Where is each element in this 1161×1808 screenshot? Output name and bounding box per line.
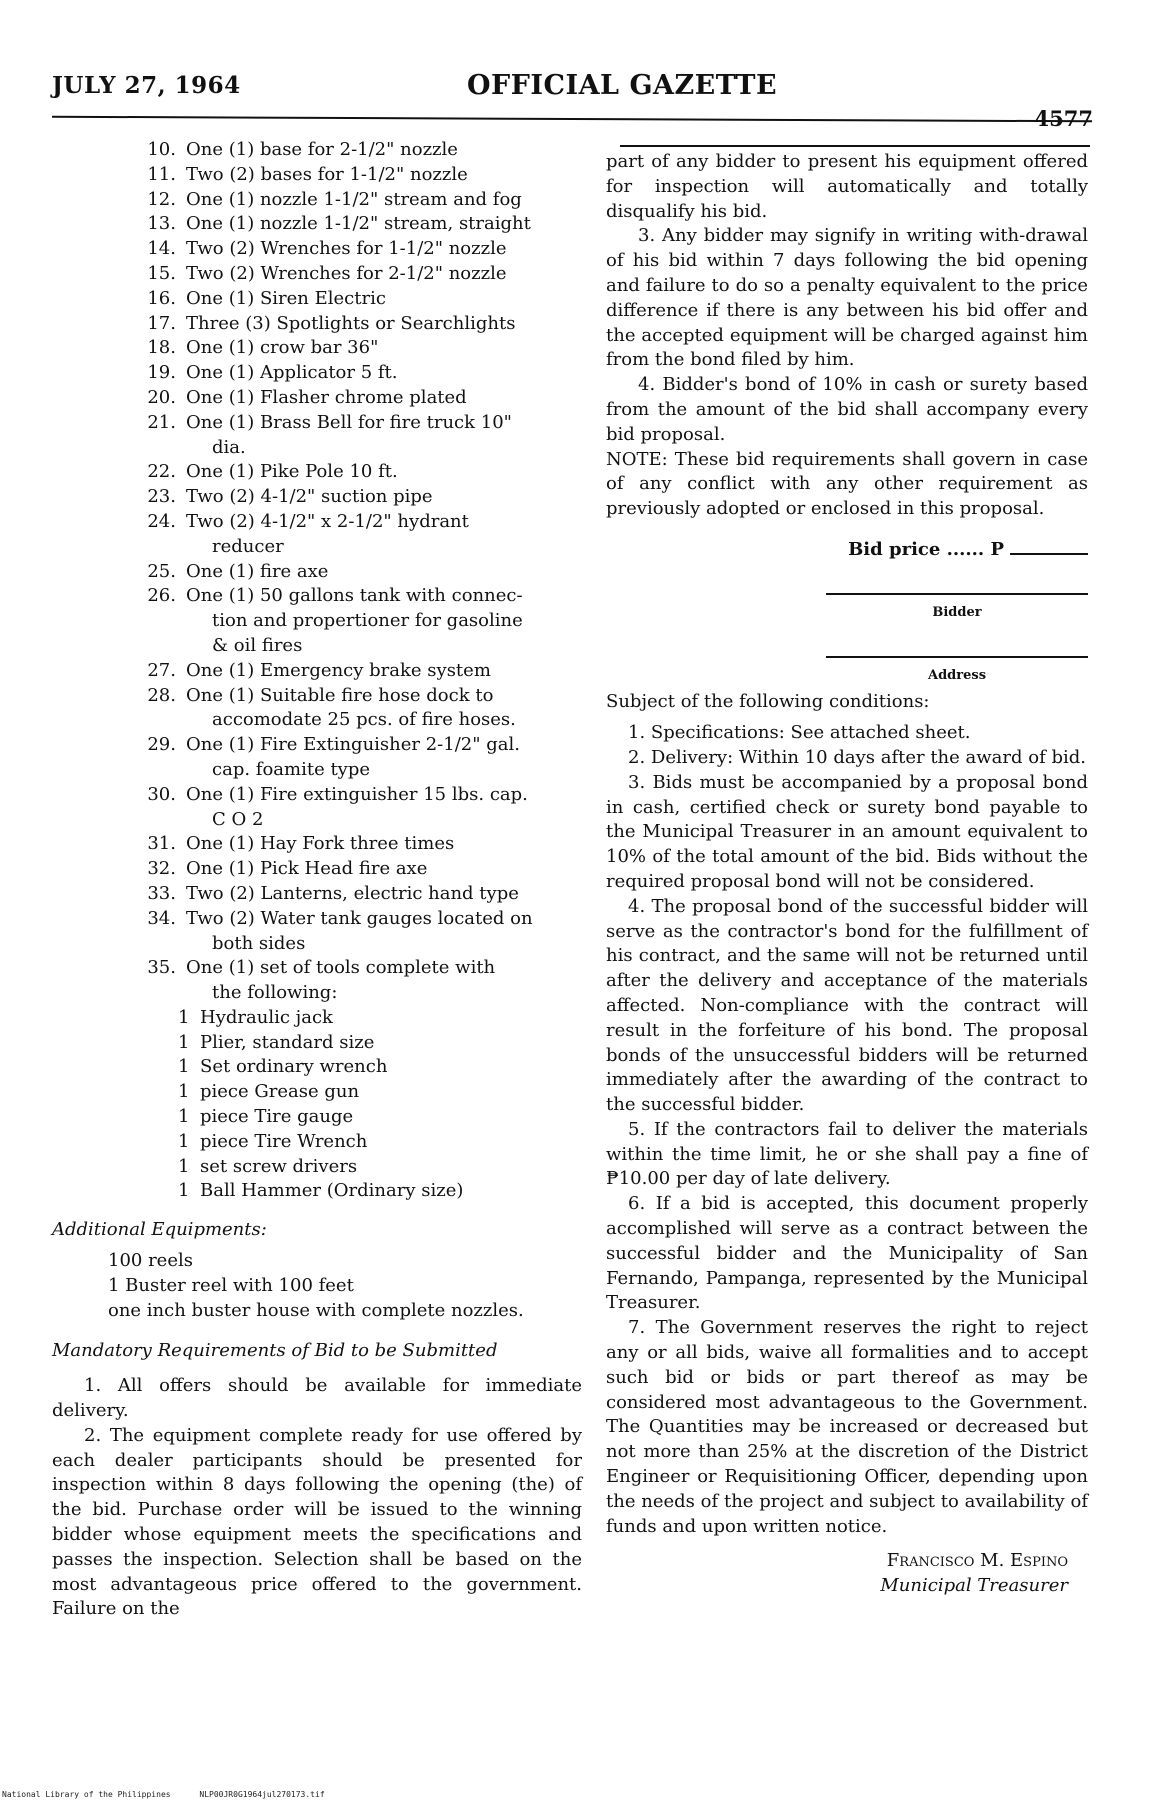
item-number: 32. [147,858,176,880]
item-text-line: One (1) nozzle 1-1/2" stream and fog [186,188,522,210]
item-number: 28. [147,684,176,706]
item-number: 11. [147,163,176,185]
page-header [52,72,1092,132]
item-number: 19. [147,362,176,384]
tool-item [52,1031,582,1056]
item-text [176,659,582,684]
equipment-item [52,336,582,361]
tool-quantity: 1 [178,1056,190,1078]
item-text-line: Two (2) Lanterns, electric hand type [186,882,519,904]
item-text-line: One (1) set of tools complete with [186,957,496,979]
item-text [176,188,582,213]
item-text [176,684,582,734]
item-text [176,237,582,262]
condition: 1. Specifications: See attached sheet. [628,722,971,744]
item-number: 30. [147,783,176,805]
condition: 3. Bids must be accompanied by a proposal bond in cash, certified check or surety bond payable to the Municipal Treasurer in an amount equivalent to 10% of the total amount of the bid. Bids without the required proposal bond will not be considered. [606,771,1088,892]
right-column [606,150,1088,1599]
item-text-line: Two (2) Wrenches for 1-1/2" nozzle [186,238,507,260]
item-text [176,336,582,361]
tool-name: Ball Hammer (Ordinary size) [200,1180,464,1202]
tool-name: piece Tire gauge [200,1106,354,1128]
item-text-line: One (1) fire axe [186,560,329,582]
tool-name: piece Tire Wrench [200,1130,368,1152]
equipment-item [52,188,582,213]
additional-item: 100 reels [108,1250,193,1272]
tool-item [52,1006,582,1031]
tool-name: Set ordinary wrench [200,1056,388,1078]
item-number: 10. [147,139,176,160]
item-text-continuation: C O 2 [212,808,264,830]
item-text [176,485,582,510]
item-text-line: Three (3) Spotlights or Searchlights [186,312,516,334]
item-text [176,783,582,833]
item-text [176,262,582,287]
item-text-continuation: cap. foamite type [212,758,371,780]
item-number: 18. [147,337,176,359]
tool-name: Hydraulic jack [200,1006,333,1028]
equipment-item [52,287,582,312]
equipment-item [52,560,582,585]
equipment-item [52,956,582,1006]
item-text-line: One (1) Suitable fire hose dock to [186,684,494,706]
item-number: 24. [147,510,176,532]
item-text-line: One (1) Fire extinguisher 15 lbs. cap. [186,783,528,805]
tool-name: Plier, standard size [200,1031,375,1053]
equipment-list [52,138,582,1006]
right-column-rule [620,145,1090,147]
item-text [176,882,582,907]
item-text [176,584,582,658]
item-text-line: One (1) nozzle 1-1/2" stream, straight [186,213,531,235]
tool-item [52,1179,582,1204]
item-number: 21. [147,411,176,433]
item-text [176,212,582,237]
mandatory-requirements-heading: Mandatory Requirements of Bid to be Submitted [52,1340,498,1362]
item-number: 31. [147,833,176,855]
tool-quantity: 1 [178,1130,190,1152]
equipment-item [52,684,582,734]
tool-list [52,1006,582,1204]
scan-footer [2,1790,349,1799]
requirement-continuation: part of any bidder to present his equipment offered for inspection will automatically and totally disqualify his bid. [606,151,1088,222]
item-number: 35. [147,957,176,979]
equipment-item [52,237,582,262]
item-text-continuation: dia. [212,436,246,458]
item-number: 23. [147,486,176,508]
mandatory-requirement: 1. All offers should be available for immediate delivery. [52,1375,582,1422]
bid-price-blank [1010,553,1088,555]
item-text [176,857,582,882]
library-name: National Library of the Philippines [2,1790,171,1799]
tool-item [52,1155,582,1180]
item-text [176,287,582,312]
item-text [176,163,582,188]
item-number: 34. [147,907,176,929]
item-text-line: Two (2) 4-1/2" suction pipe [186,486,433,508]
note: NOTE: These bid requirements shall govern in case of any conflict with any other requirement as previously adopted or enclosed in this proposal. [606,448,1088,520]
condition: 2. Delivery: Within 10 days after the award of bid. [628,746,1086,768]
item-text-continuation: tion and propertioner for gasoline [212,610,523,632]
issue-date: JULY 27, 1964 [52,72,241,99]
equipment-item [52,163,582,188]
equipment-item [52,361,582,386]
tool-quantity: 1 [178,1031,190,1053]
tool-item [52,1130,582,1155]
item-text-line: One (1) Siren Electric [186,287,386,309]
tool-name: piece Grease gun [200,1081,360,1103]
equipment-item [52,857,582,882]
item-text-continuation: reducer [212,535,284,557]
item-text-continuation: accomodate 25 pcs. of fire hoses. [212,709,516,731]
equipment-item [52,832,582,857]
equipment-item [52,460,582,485]
item-number: 16. [147,287,176,309]
equipment-item [52,386,582,411]
left-column [52,138,582,1622]
tool-item [52,1080,582,1105]
equipment-item [52,882,582,907]
item-text-line: One (1) 50 gallons tank with connec- [186,585,523,607]
item-text-line: One (1) Hay Fork three times [186,833,455,855]
item-text-line: One (1) Pike Pole 10 ft. [186,461,398,483]
item-text-continuation: the following: [212,982,338,1004]
address-line: Address [826,656,1088,689]
signer-name: Francisco M. Espino [886,1550,1068,1572]
bid-price-line [606,538,1088,563]
condition: 7. The Government reserves the right to reject any or all bids, waive all formalities and to accept such bid or bids or part thereof as may be considered most advantageous to the Government. The Quantities may be increased or decreased but not more than 25% at the discretion of the District Engineer or Requisitioning Officer, depending upon the needs of the project and subject to availability of funds and upon written notice. [606,1317,1088,1537]
additional-item: one inch buster house with complete nozzles. [108,1299,524,1321]
item-text-line: One (1) crow bar 36" [186,337,379,359]
requirement-3: 3. Any bidder may signify in writing with-drawal of his bid within 7 days following the bid opening and failure to do so a penalty equivalent to the price difference if there is any between his bid offer and the accepted equipment will be charged against him from the bond filed by him. [606,225,1088,371]
equipment-item [52,411,582,461]
condition: 5. If the contractors fail to deliver the materials within the time limit, he or she shall pay a fine of ₱10.00 per day of late delivery. [606,1118,1088,1190]
item-text-line: One (1) Brass Bell for fire truck 10" [186,411,512,433]
tool-quantity: 1 [178,1155,190,1177]
publication-title: OFFICIAL GAZETTE [467,70,778,101]
item-number: 17. [147,312,176,334]
item-number: 29. [147,734,176,756]
item-text [176,832,582,857]
tool-quantity: 1 [178,1106,190,1128]
condition: 6. If a bid is accepted, this document properly accomplished will serve as a contract between the successful bidder and the Municipality of San Fernando, Pampanga, represented by the Municipal Treasurer. [606,1193,1088,1314]
item-text [176,733,582,783]
equipment-item [52,659,582,684]
bid-price-label: Bid price ...... P [848,538,1004,560]
item-text-line: Two (2) Water tank gauges located on [186,907,533,929]
equipment-item [52,138,582,163]
additional-item: 1 Buster reel with 100 feet [108,1274,354,1296]
item-text [176,510,582,560]
equipment-item [52,783,582,833]
tool-quantity: 1 [178,1006,190,1028]
requirement-4: 4. Bidder's bond of 10% in cash or surety based from the amount of the bid shall accompany every bid proposal. [606,374,1088,445]
bidder-signature-line: Bidder [826,593,1088,626]
item-text [176,138,582,163]
item-text-line: Two (2) Wrenches for 2-1/2" nozzle [186,262,507,284]
equipment-item [52,510,582,560]
item-number: 26. [147,585,176,607]
tool-name: set screw drivers [200,1155,358,1177]
item-text [176,460,582,485]
item-text-line: One (1) Pick Head fire axe [186,858,428,880]
tool-quantity: 1 [178,1180,190,1202]
equipment-item [52,733,582,783]
signature-block [606,1549,1088,1599]
item-text [176,956,582,1006]
item-text-line: One (1) Applicator 5 ft. [186,362,398,384]
page-number: 4577 [1034,106,1093,131]
tool-item [52,1055,582,1080]
equipment-item [52,262,582,287]
mandatory-requirement: 2. The equipment complete ready for use offered by each dealer participants should be presented for inspection within 8 days following the opening (the) of the bid. Purchase order will be issued to the winning bidder whose equipment meets the specifications and passes the inspection. Selection shall be based on the most advantageous price offered to the government. Failure on the [52,1424,582,1620]
item-text [176,411,582,461]
equipment-item [52,485,582,510]
condition: 4. The proposal bond of the successful bidder will serve as the contractor's bond for the fulfillment of his contract, and the same will not be returned until after the delivery and acceptance of the materials affected. Non-compliance with the contract will result in the forfeiture of his bond. The proposal bonds of the unsuccessful bidders will be returned immediately after the awarding of the contract to the successful bidder. [606,895,1088,1116]
equipment-item [52,907,582,957]
item-text [176,312,582,337]
item-text-line: One (1) base for 2-1/2" nozzle [186,139,458,160]
item-text-line: One (1) Emergency brake system [186,659,491,681]
equipment-item [52,312,582,337]
item-text-continuation: & oil fires [212,634,303,656]
item-text [176,560,582,585]
equipment-item [52,584,582,658]
item-number: 27. [147,659,176,681]
item-text [176,361,582,386]
item-number: 22. [147,461,176,483]
signer-title: Municipal Treasurer [880,1575,1068,1597]
item-number: 20. [147,386,176,408]
item-number: 25. [147,560,176,582]
item-number: 33. [147,882,176,904]
item-number: 12. [147,188,176,210]
conditions-heading: Subject of the following conditions: [606,691,930,713]
additional-equipments-list [52,1249,582,1323]
item-number: 13. [147,213,176,235]
item-text-line: One (1) Flasher chrome plated [186,386,467,408]
tool-quantity: 1 [178,1081,190,1103]
item-text [176,386,582,411]
item-text-continuation: both sides [212,932,306,954]
item-number: 14. [147,238,176,260]
file-name: NLP00JR0G1964jul270173.tif [199,1790,325,1799]
item-number: 15. [147,262,176,284]
item-text-line: Two (2) 4-1/2" x 2-1/2" hydrant [186,510,469,532]
item-text [176,907,582,957]
additional-equipments-heading: Additional Equipments: [52,1219,267,1241]
equipment-item [52,212,582,237]
item-text-line: Two (2) bases for 1-1/2" nozzle [186,163,468,185]
tool-item [52,1105,582,1130]
item-text-line: One (1) Fire Extinguisher 2-1/2" gal. [186,734,520,756]
